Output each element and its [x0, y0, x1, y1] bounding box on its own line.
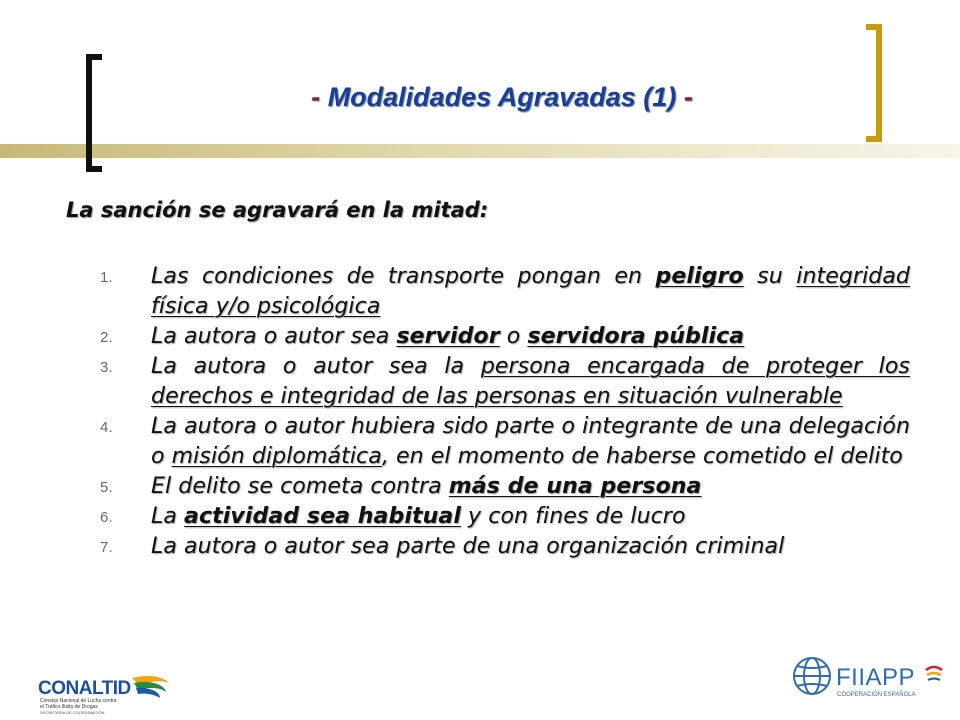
item-text: La autora o autor sea parte de una organización criminal	[151, 534, 785, 559]
conaltid-subtitle-1: Consejo Nacional de Lucha contra	[40, 698, 117, 704]
list-item	[100, 262, 910, 322]
conaltid-subtitle-2: el Tráfico Ilícito de Drogas	[40, 704, 98, 710]
list-number: 7.	[100, 539, 113, 556]
item-emphasis: más de una persona	[448, 474, 702, 499]
list-item	[100, 352, 910, 412]
list-number: 5.	[100, 479, 113, 496]
globe-icon	[794, 658, 830, 694]
fiiapp-wordmark: FIIAPP	[836, 664, 916, 691]
item-underlined: integridad física y/o psicológica	[151, 264, 910, 319]
item-text: La autora o autor sea	[151, 324, 397, 349]
conaltid-wordmark: CONALTID	[38, 678, 131, 699]
item-text: su	[743, 264, 783, 289]
item-text: La autora o autor hubiera sido parte o integrante de una delegación o	[151, 414, 910, 469]
list-number: 3.	[100, 359, 113, 376]
item-underlined: misión diplomática	[171, 444, 382, 469]
item-emphasis: servidora pública	[527, 324, 745, 349]
title-dash-right: -	[683, 82, 693, 112]
item-underlined: persona encargada de proteger los derechos e integridad de las personas en situación vulnerable	[151, 354, 910, 409]
fiiapp-subtitle: COOPERACIÓN ESPAÑOLA	[837, 692, 916, 698]
item-emphasis: peligro	[655, 264, 744, 289]
item-text: El delito se cometa contra	[151, 474, 449, 499]
title-text: Modalidades Agravadas (1)	[327, 82, 677, 112]
list-item	[100, 502, 910, 532]
item-text: y con fines de lucro	[460, 504, 686, 529]
conaltid-logo	[36, 672, 176, 716]
spain-cooperation-icon	[926, 667, 942, 680]
item-text: Las condiciones de transporte pongan en	[151, 264, 656, 289]
aggravation-list	[100, 262, 910, 562]
title-dash-left: -	[311, 82, 321, 112]
slide-title	[0, 82, 960, 113]
item-text: o	[499, 324, 528, 349]
lead-text: La sanción se agravará en la mitad:	[66, 198, 489, 222]
item-text: La autora o autor sea la	[151, 354, 481, 379]
left-bracket-decoration	[86, 54, 102, 172]
item-emphasis: actividad sea habitual	[184, 504, 461, 529]
list-number: 1.	[100, 269, 113, 286]
conaltid-subtitle-3: SECRETARÍA DE COORDINACIÓN	[40, 710, 105, 715]
item-emphasis: servidor	[396, 324, 500, 349]
list-number: 6.	[100, 509, 113, 526]
item-text: , en el momento de haberse cometido el delito	[381, 444, 903, 469]
list-item	[100, 532, 910, 562]
list-number: 2.	[100, 329, 113, 346]
header-band	[0, 144, 960, 158]
list-item	[100, 412, 910, 472]
item-text: La	[151, 504, 185, 529]
list-number: 4.	[100, 419, 113, 436]
list-item	[100, 322, 910, 352]
list-item	[100, 472, 910, 502]
fiiapp-logo	[786, 652, 946, 704]
